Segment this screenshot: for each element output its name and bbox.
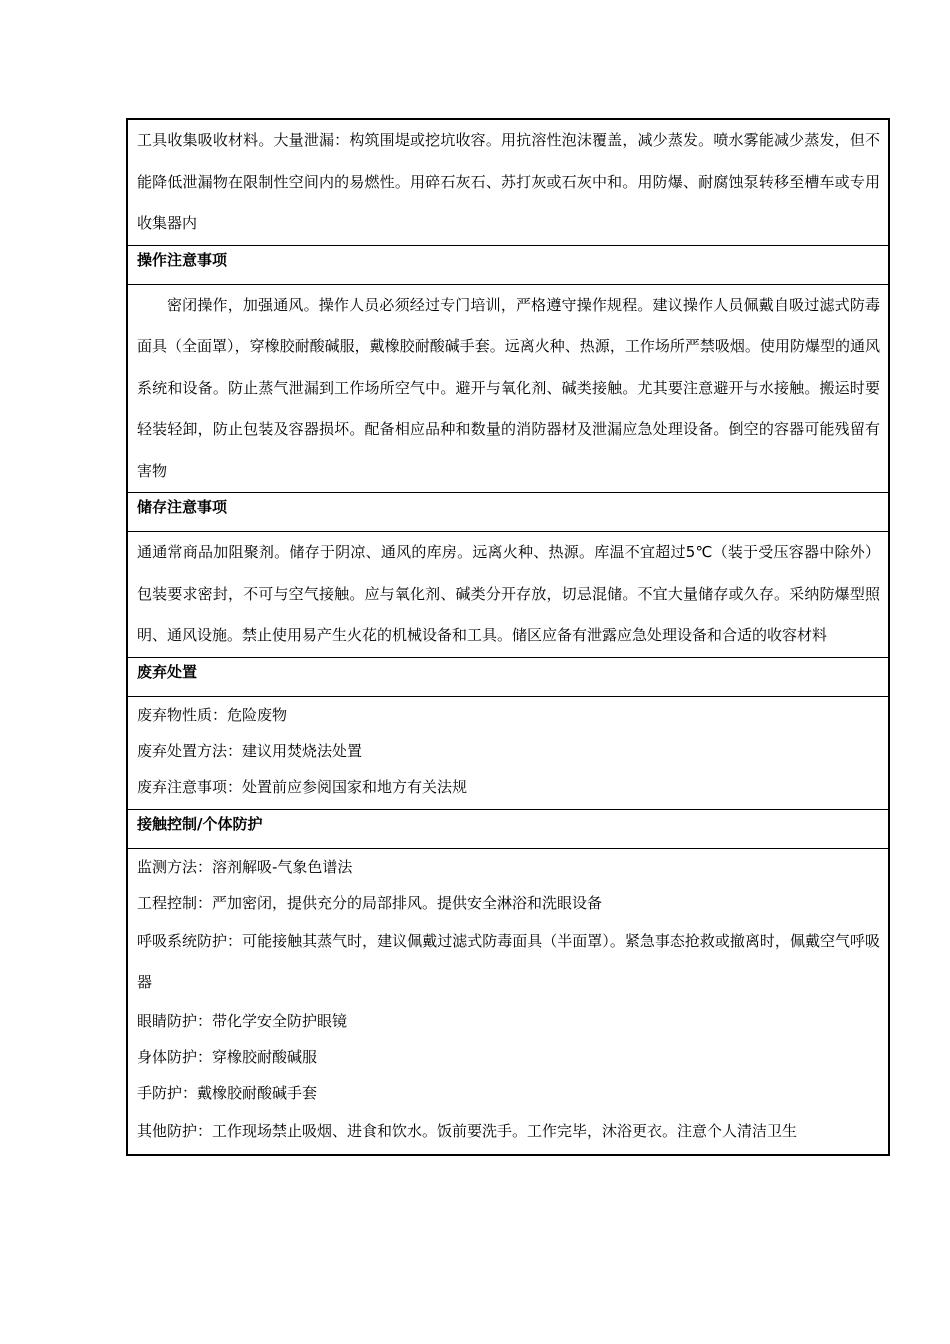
operation-cell — [128, 284, 888, 493]
exposure-section-header — [128, 809, 888, 848]
msds-table — [126, 118, 890, 1156]
exposure-title: 接触控制/个体防护 — [137, 814, 263, 833]
exposure-cell — [128, 848, 888, 1154]
storage-section-header — [128, 492, 888, 531]
other-protection-line: 其他防护：工作现场禁止吸烟、进食和饮水。饭前要洗手。工作完毕，沐浴更衣。注意个人清洁卫生 — [137, 1121, 798, 1140]
disposal-title: 废弃处置 — [137, 662, 198, 681]
storage-cell — [128, 531, 888, 657]
monitoring-method-line: 监测方法：溶剂解吸-气象色谱法 — [137, 857, 353, 876]
eye-protection-line: 眼睛防护：带化学安全防护眼镜 — [137, 1011, 348, 1030]
respiratory-protection-line: 呼吸系统防护：可能接触其蒸气时，建议佩戴过滤式防毒面具（半面罩）。紧急事态抢救或撤离时，佩戴空气呼吸器 — [137, 931, 880, 991]
operation-title: 操作注意事项 — [137, 250, 228, 269]
disposal-cell — [128, 696, 888, 809]
operation-section-header — [128, 245, 888, 284]
disposal-section-header — [128, 657, 888, 696]
leak-containment-cell — [128, 120, 888, 245]
operation-text: 密闭操作，加强通风。操作人员必须经过专门培训，严格遵守操作规程。建议操作人员佩戴自吸过滤式防毒面具（全面罩），穿橡胶耐酸碱服，戴橡胶耐酸碱手套。远离火种、热源，工作场所严禁吸烟。使用防爆型的通风系统和设备。防止蒸气泄漏到工作场所空气中。避开与氧化剂、碱类接触。尤其要注意避开与水接触。搬运时要轻装轻卸，防止包装及容器损坏。配备相应品种和数量的消防器材及泄漏应急处理设备。倒空的容器可能残留有害物 — [137, 295, 880, 480]
leak-containment-text: 工具收集吸收材料。大量泄漏：构筑围堤或挖坑收容。用抗溶性泡沫覆盖，减少蒸发。喷水雾能减少蒸发，但不能降低泄漏物在限制性空间内的易燃性。用碎石灰石、苏打灰或石灰中和。用防爆、耐腐蚀泵转移至槽车或专用收集器内 — [137, 131, 880, 232]
storage-text: 通通常商品加阻聚剂。储存于阴凉、通风的库房。远离火种、热源。库温不宜超过5℃（装于受压容器中除外）包装要求密封，不可与空气接触。应与氧化剂、碱类分开存放，切忌混储。不宜大量储存或久存。采纳防爆型照明、通风设施。禁止使用易产生火花的机械设备和工具。储区应备有泄露应急处理设备和合适的收容材料 — [137, 543, 880, 644]
disposal-notes-line: 废弃注意事项：处置前应参阅国家和地方有关法规 — [137, 777, 468, 796]
hand-protection-line: 手防护：戴橡胶耐酸碱手套 — [137, 1083, 318, 1102]
engineering-control-line: 工程控制：严加密闭，提供充分的局部排风。提供安全淋浴和洗眼设备 — [137, 893, 603, 912]
disposal-nature-line: 废弃物性质：危险废物 — [137, 705, 288, 724]
body-protection-line: 身体防护：穿橡胶耐酸碱服 — [137, 1047, 318, 1066]
disposal-method-line: 废弃处置方法：建议用焚烧法处置 — [137, 741, 363, 760]
storage-title: 储存注意事项 — [137, 498, 228, 516]
